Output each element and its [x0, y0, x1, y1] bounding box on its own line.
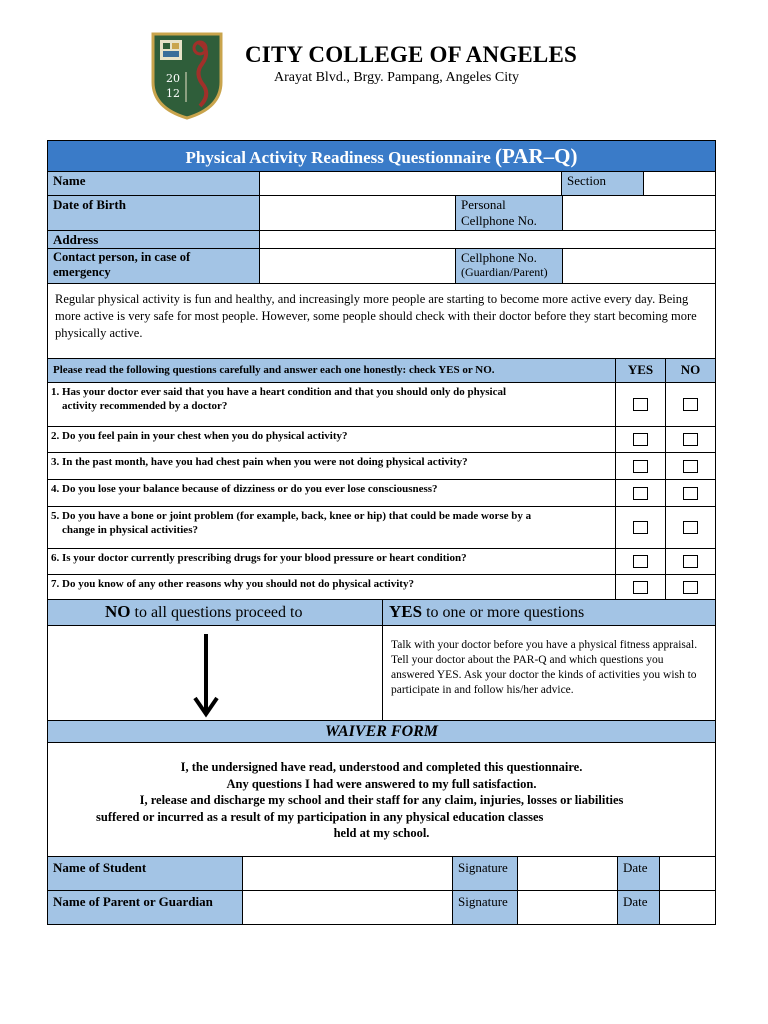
down-arrow-icon [193, 632, 219, 718]
row-dob [48, 195, 715, 230]
question-text: 7. Do you know of any other reasons why you should not do physical activity? [51, 578, 414, 590]
personal-cellphone-line1: Personal [461, 197, 506, 212]
question-row [48, 479, 715, 506]
logo-year-top: 20 [166, 72, 180, 85]
no-checkbox[interactable] [683, 581, 698, 594]
no-cell [665, 575, 715, 599]
yes-path-header [382, 600, 715, 625]
yes-cell [615, 427, 665, 452]
no-cell [665, 507, 715, 548]
question-line: 5. Do you have a bone or joint problem (for example, back, knee or hip) that could be made worse by a [51, 510, 532, 522]
yes-checkbox[interactable] [633, 433, 648, 446]
question-line: change in physical activities? [62, 524, 198, 536]
row-address [48, 230, 715, 248]
parent-signature-field[interactable] [517, 891, 617, 924]
guardian-cellphone-line2: (Guardian/Parent) [461, 265, 548, 279]
questions-header-row [48, 358, 715, 382]
no-cell [665, 383, 715, 426]
student-date-field[interactable] [659, 857, 715, 890]
path-header-row [48, 599, 715, 625]
yes-path-big: YES [389, 602, 423, 621]
question-line: activity recommended by a doctor? [62, 400, 228, 412]
college-logo [150, 30, 224, 120]
dob-field[interactable] [259, 196, 455, 230]
personal-cellphone-label [455, 196, 562, 230]
college-address: Arayat Blvd., Brgy. Pampang, Angeles City [274, 70, 519, 85]
form-title [48, 141, 715, 171]
contact-person-line2: emergency [53, 265, 111, 279]
student-signature-row [48, 856, 715, 890]
parent-signature-row [48, 890, 715, 924]
guardian-cellphone-field[interactable] [562, 249, 715, 283]
parq-form [47, 140, 716, 925]
contact-person-label [48, 249, 259, 283]
yes-checkbox[interactable] [633, 487, 648, 500]
student-signature-label: Signature [452, 857, 517, 890]
yes-checkbox[interactable] [633, 398, 648, 411]
questions-instructions: Please read the following questions carefully and answer each one honestly: check YES or NO. [48, 359, 615, 382]
parent-name-field[interactable] [242, 891, 452, 924]
question-text: 3. In the past month, have you had chest pain when you were not doing physical activity? [51, 456, 468, 468]
section-field[interactable] [643, 172, 715, 195]
personal-cellphone-line2: Cellphone No. [461, 213, 537, 228]
question-row [48, 574, 715, 599]
yes-checkbox[interactable] [633, 555, 648, 568]
guardian-cellphone-label [455, 249, 562, 283]
yes-checkbox[interactable] [633, 460, 648, 473]
no-cell [665, 427, 715, 452]
waiver-line: Any questions I had were answered to my full satisfaction. [226, 776, 537, 791]
student-name-label: Name of Student [48, 857, 242, 890]
yes-cell [615, 480, 665, 506]
personal-cellphone-field[interactable] [562, 196, 715, 230]
yes-path-rest: to one or more questions [422, 604, 585, 621]
section-label: Section [561, 172, 643, 195]
no-cell [665, 453, 715, 479]
yes-cell [615, 507, 665, 548]
contact-person-field[interactable] [259, 249, 455, 283]
waiver-line: held at my school. [333, 826, 430, 840]
yes-column-header: YES [615, 359, 665, 382]
question-row [48, 452, 715, 479]
no-checkbox[interactable] [683, 487, 698, 500]
question-text [48, 383, 615, 426]
no-path-header [48, 600, 382, 625]
question-row [48, 548, 715, 574]
parent-signature-label: Signature [452, 891, 517, 924]
waiver-line: suffered or incurred as a result of my participation in any physical education classes [96, 809, 544, 824]
yes-checkbox[interactable] [633, 581, 648, 594]
student-signature-field[interactable] [517, 857, 617, 890]
question-text: 6. Is your doctor currently prescribing drugs for your blood pressure or heart condition? [51, 552, 467, 564]
no-checkbox[interactable] [683, 555, 698, 568]
form-title-abbrev: (PAR–Q) [495, 144, 578, 168]
question-line: 1. Has your doctor ever said that you have a heart condition and that you should only do physical [51, 386, 507, 398]
parent-date-label: Date [617, 891, 659, 924]
waiver-title: WAIVER FORM [48, 720, 715, 742]
dob-label: Date of Birth [48, 196, 259, 230]
address-label: Address [48, 231, 259, 248]
no-path-rest: to all questions proceed to [130, 604, 303, 621]
no-checkbox[interactable] [683, 433, 698, 446]
no-checkbox[interactable] [683, 460, 698, 473]
row-name [48, 171, 715, 195]
yes-checkbox[interactable] [633, 521, 648, 534]
waiver-text [48, 742, 715, 856]
question-row [48, 382, 715, 426]
question-text: 2. Do you feel pain in your chest when you do physical activity? [51, 430, 348, 442]
path-body-row [48, 625, 715, 720]
no-cell [665, 480, 715, 506]
waiver-line: I, release and discharge my school and their staff for any claim, injuries, losses or liabilities [139, 793, 624, 807]
college-name: CITY COLLEGE OF ANGELES [245, 42, 578, 67]
yes-cell [615, 453, 665, 479]
name-label: Name [48, 172, 259, 195]
guardian-cellphone-line1: Cellphone No. [461, 250, 537, 265]
question-text [48, 507, 615, 548]
parent-date-field[interactable] [659, 891, 715, 924]
waiver-line: I, the undersigned have read, understood and completed this questionnaire. [180, 760, 583, 774]
name-field[interactable] [259, 172, 561, 195]
parent-name-label: Name of Parent or Guardian [48, 891, 242, 924]
student-date-label: Date [617, 857, 659, 890]
no-column-header: NO [665, 359, 715, 382]
student-name-field[interactable] [242, 857, 452, 890]
contact-person-line1: Contact person, in case of [53, 250, 191, 264]
no-cell [665, 549, 715, 574]
row-contact [48, 248, 715, 283]
logo-year-bottom: 12 [166, 87, 180, 100]
yes-cell [615, 575, 665, 599]
question-row [48, 506, 715, 548]
question-text: 4. Do you lose your balance because of dizziness or do you ever lose consciousness? [51, 483, 438, 495]
no-checkbox[interactable] [683, 398, 698, 411]
yes-cell [615, 383, 665, 426]
intro-paragraph: Regular physical activity is fun and healthy, and increasingly more people are starting to become more active every day. Being more active is very safe for most people. However, some people should check with their doctor before they start becoming more physically active. [48, 283, 715, 358]
form-title-main: Physical Activity Readiness Questionnaire [185, 148, 496, 167]
yes-cell [615, 549, 665, 574]
question-row [48, 426, 715, 452]
no-path-big: NO [105, 602, 131, 621]
no-checkbox[interactable] [683, 521, 698, 534]
yes-path-advice: Talk with your doctor before you have a physical fitness appraisal. Tell your doctor about the PAR-Q and which questions you answered YES. Ask your doctor the kinds of activities you wish to participate in and follow his/her advice. [382, 626, 715, 720]
no-path-body [48, 626, 382, 720]
address-field[interactable] [259, 231, 715, 248]
